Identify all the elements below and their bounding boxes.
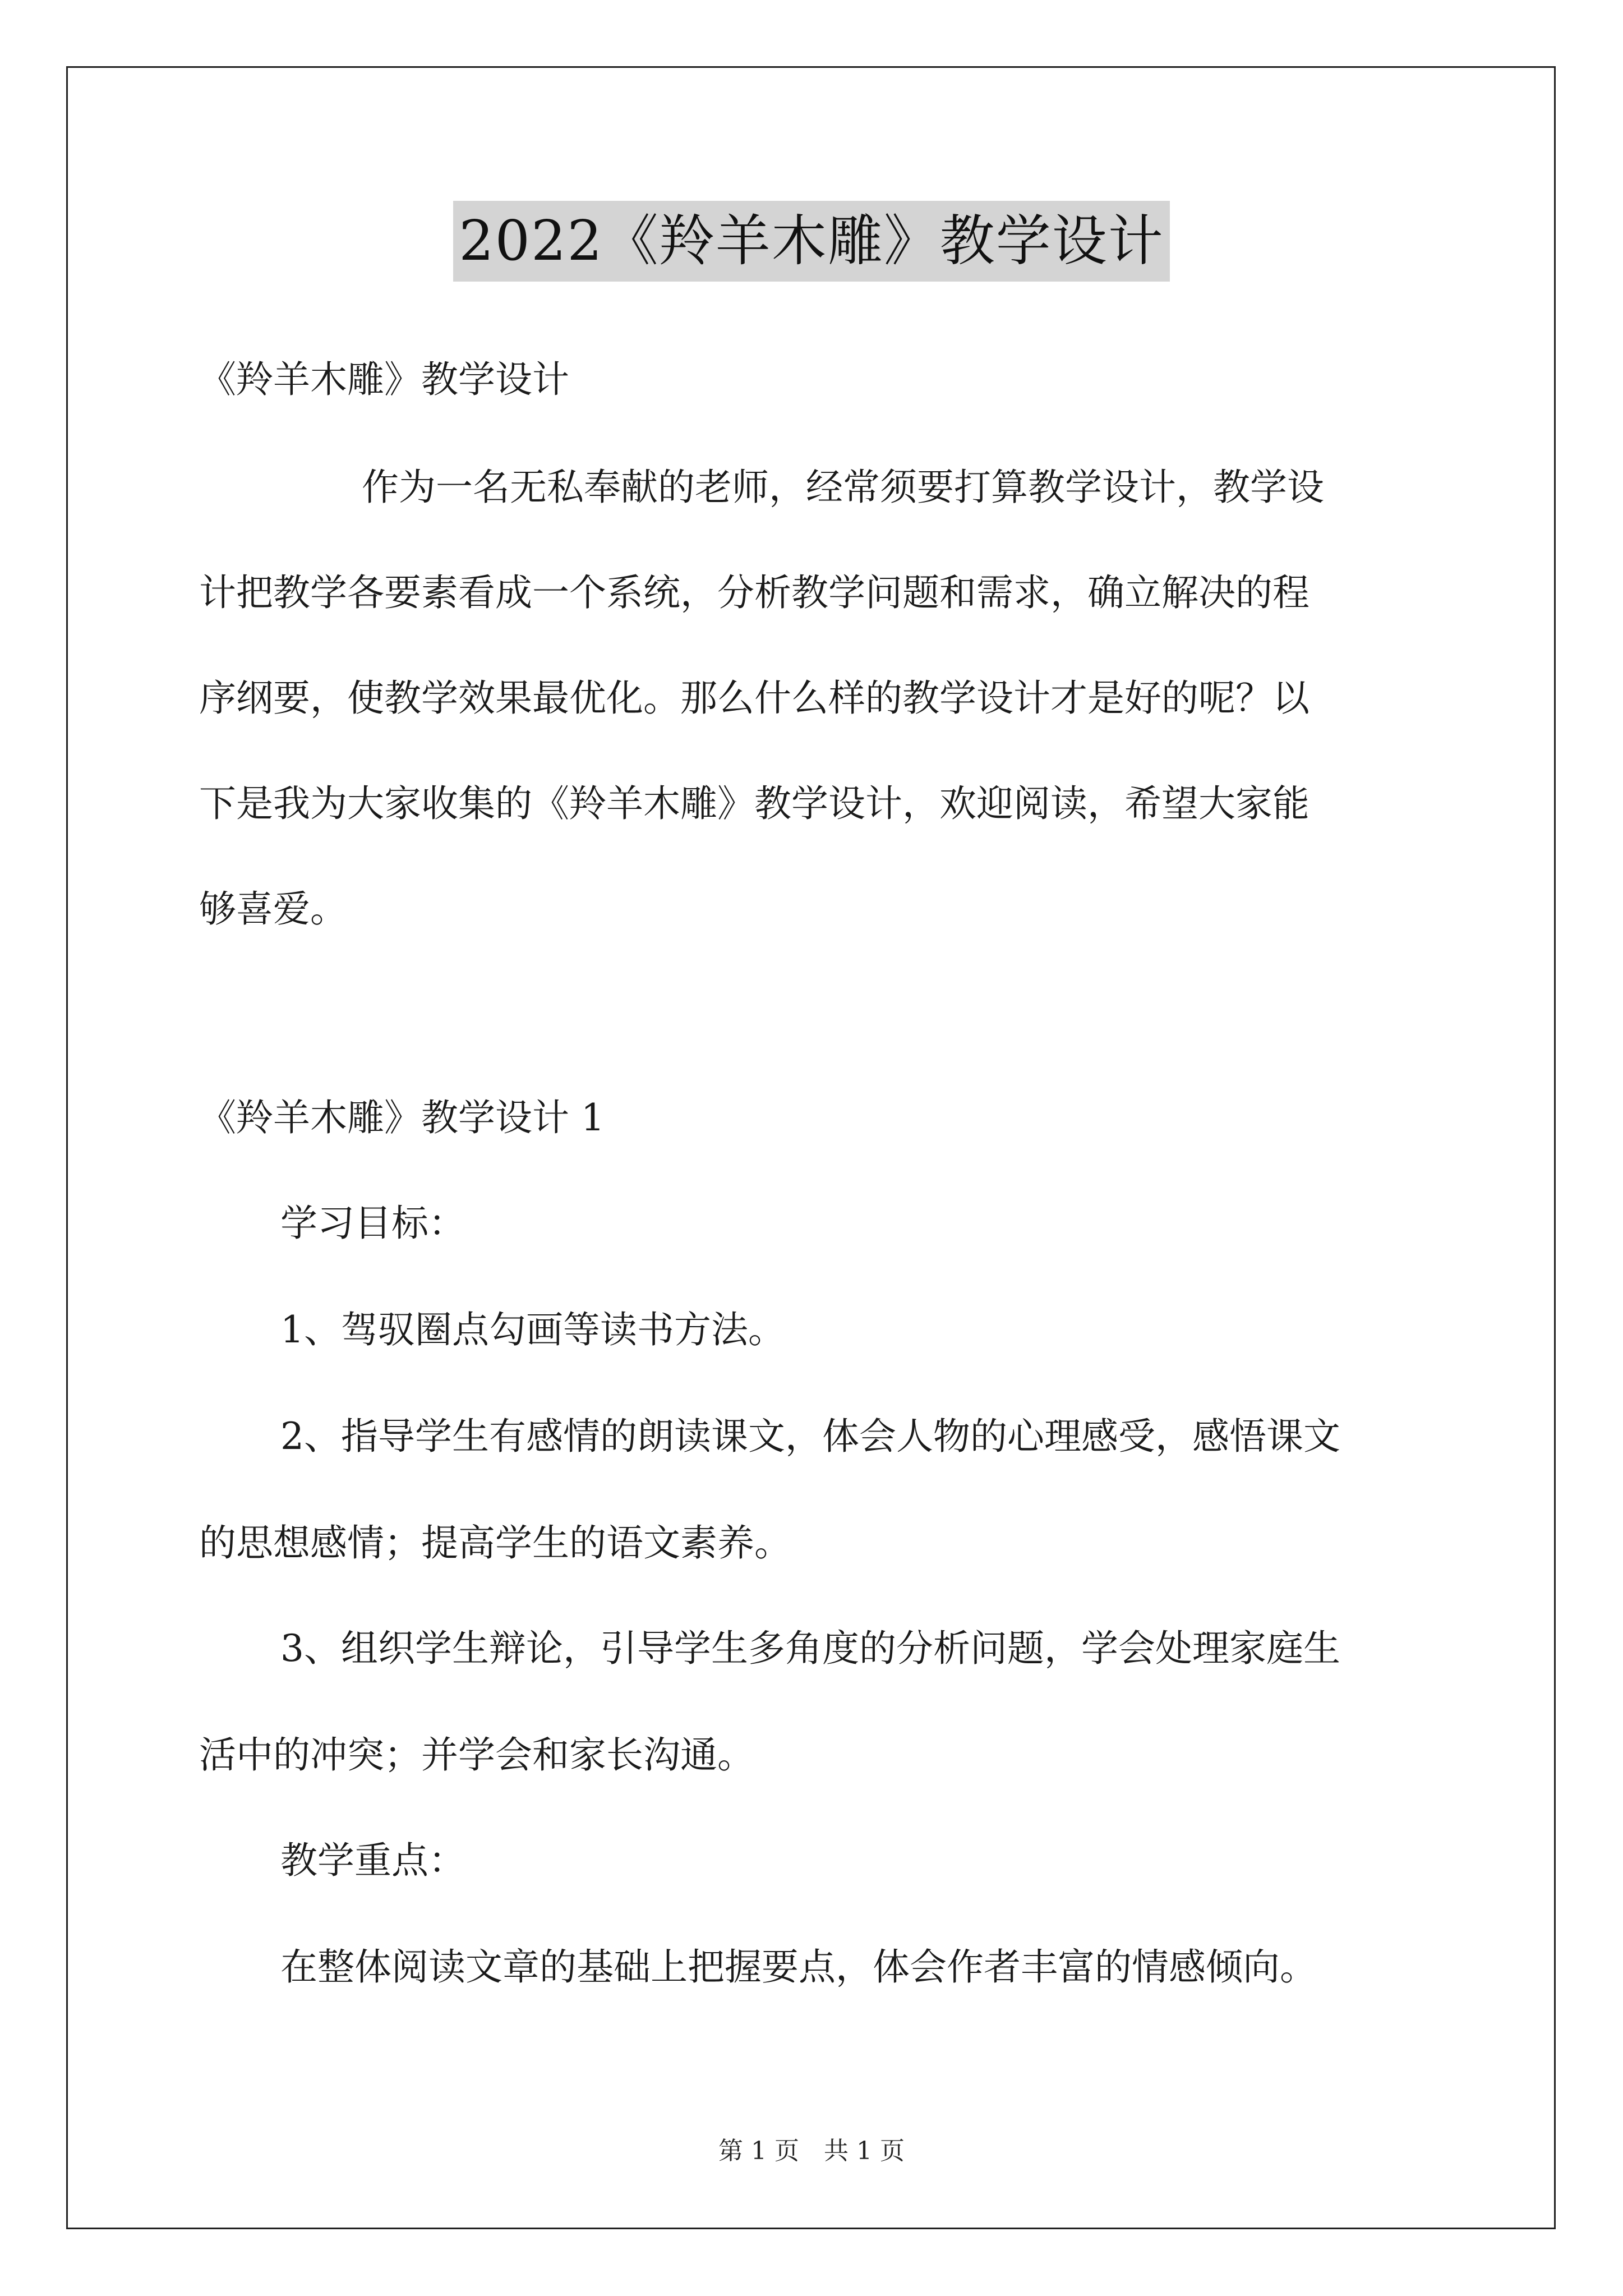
goal-3-line-1: 3、组织学生辩论，引导学生多角度的分析问题，学会处理家庭生 bbox=[280, 1627, 1340, 1670]
document-title: 2022《羚羊木雕》教学设计 bbox=[453, 201, 1169, 282]
focus-label: 教学重点： bbox=[280, 1839, 465, 1882]
page-footer: 第 1 页 共 1 页 bbox=[718, 2137, 905, 2165]
goal-1: 1、驾驭圈点勾画等读书方法。 bbox=[280, 1308, 785, 1351]
intro-line-4: 下是我为大家收集的《羚羊木雕》教学设计，欢迎阅读，希望大家能 bbox=[199, 782, 1310, 825]
focus-text: 在整体阅读文章的基础上把握要点，体会作者丰富的情感倾向。 bbox=[280, 1945, 1317, 1989]
intro-line-1: 作为一名无私奉献的老师，经常须要打算教学设计，教学设 bbox=[362, 466, 1324, 509]
intro-line-2: 计把教学各要素看成一个系统，分析教学问题和需求，确立解决的程 bbox=[199, 571, 1310, 614]
goal-2-line-1: 2、指导学生有感情的朗读课文，体会人物的心理感受，感悟课文 bbox=[280, 1415, 1340, 1458]
goals-label: 学习目标： bbox=[280, 1202, 465, 1245]
goal-2-line-2: 的思想感情；提高学生的语文素养。 bbox=[199, 1521, 791, 1565]
intro-line-3: 序纲要，使教学效果最优化。那么什么样的教学设计才是好的呢？以 bbox=[199, 677, 1310, 720]
document-subtitle: 《羚羊木雕》教学设计 bbox=[199, 358, 569, 401]
intro-line-5: 够喜爱。 bbox=[199, 887, 347, 931]
title-wrap bbox=[0, 201, 1623, 282]
section-heading: 《羚羊木雕》教学设计 1 bbox=[199, 1096, 605, 1139]
goal-3-line-2: 活中的冲突；并学会和家长沟通。 bbox=[199, 1733, 754, 1777]
